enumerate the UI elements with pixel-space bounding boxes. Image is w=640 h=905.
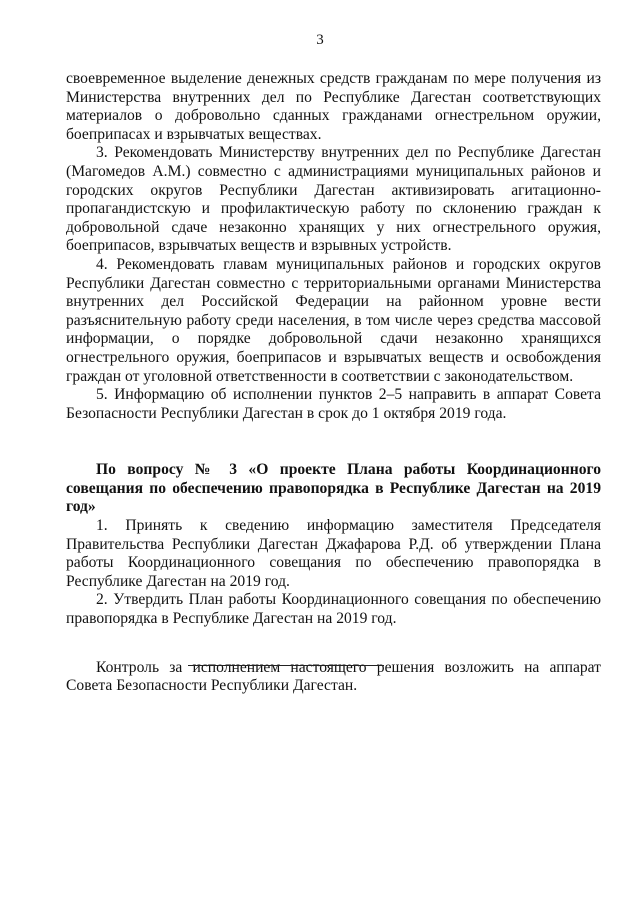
question-3-paragraph-1: 1. Принять к сведению информацию заместителя Председателя Правительства Республики Дагестан Джафарова Р.Д. об утверждении Плана работы Координационного совещания по обеспечению правопорядка в Республике Дагестан на 2019 год.: [66, 517, 601, 590]
question-3-paragraph-2: 2. Утвердить План работы Координационного совещания по обеспечению правопорядка в Республике Дагестан на 2019 год.: [66, 591, 601, 628]
section-heading-question-3: По вопросу № 3 «О проекте Плана работы Координационного совещания по обеспечению правопорядка в Республике Дагестан на 2019 год»: [66, 461, 601, 516]
paragraph-continued: своевременное выделение денежных средств гражданам по мере получения из Министерства внутренних дел по Республике Дагестан соответствующих материалов о добровольно сданных гражданами огнестрельном оружии, боеприпасах и взрывчатых веществах.: [66, 70, 601, 143]
separator-line: [188, 665, 384, 666]
section-gap: [66, 423, 601, 461]
paragraph-5: 5. Информацию об исполнении пунктов 2–5 направить в аппарат Совета Безопасности Республики Дагестан в срок до 1 октября 2019 года.: [66, 386, 601, 422]
paragraph-4: 4. Рекомендовать главам муниципальных районов и городских округов Республики Дагестан совместно с территориальными органами Министерства внутренних дел Российской Федерации на районном уровне вести разъяснительную работу среди населения, в том числе через средства массовой информации, о порядке добровольной сдачи незаконно хранящихся огнестрельного оружия, боеприпасов и взрывчатых веществ и освобождения граждан от уголовной ответственности в соответствии с законодательством.: [66, 255, 601, 385]
document-body: [66, 70, 601, 696]
page-number: 3: [316, 32, 324, 48]
paragraph-3: 3. Рекомендовать Министерству внутренних дел по Республике Дагестан (Магомедов А.М.) совместно с администрациями муниципальных районов и городских округов Республики Дагестан активизировать агитационно-пропагандистскую и профилактическую работу по склонению граждан к добровольной сдаче незаконно хранящих у них огнестрельного оружия, боеприпасов, взрывчатых веществ и взрывных устройств.: [66, 144, 601, 255]
section-gap: [66, 629, 601, 659]
control-paragraph: Контроль за исполнением настоящего решения возложить на аппарат Совета Безопасности Республики Дагестан.: [66, 658, 601, 695]
